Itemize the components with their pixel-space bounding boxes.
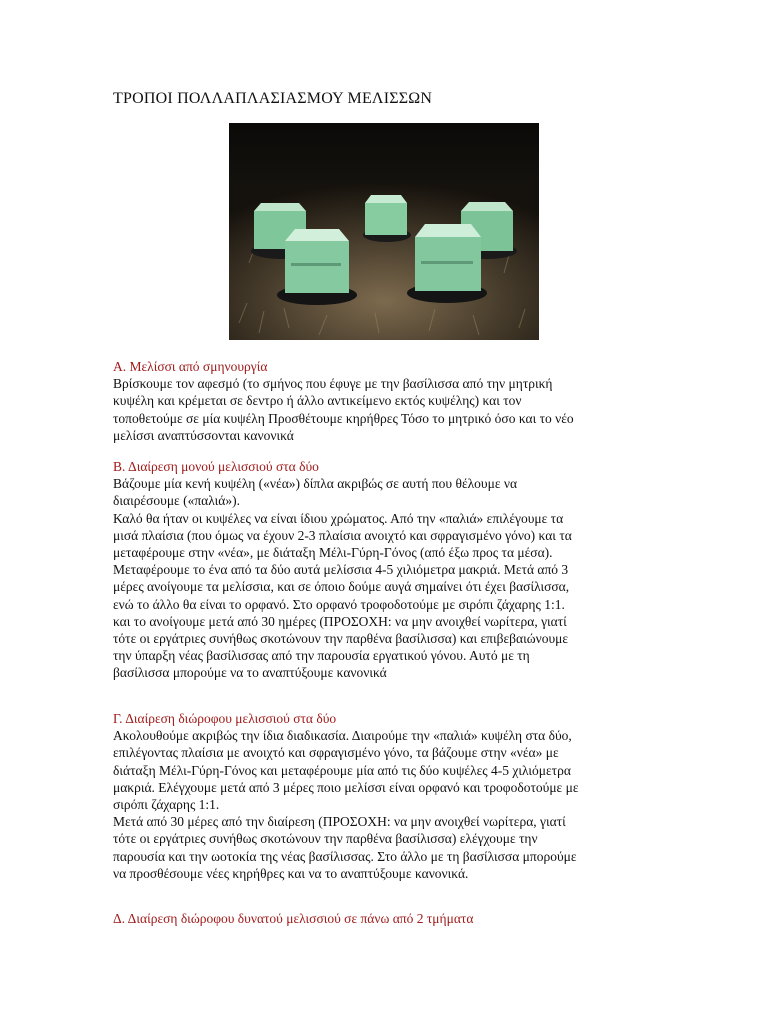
section-body: [113, 375, 661, 444]
body-line: μεταφέρουμε στην «νέα», με διάταξη Μέλι-Γύρη-Γόνος (από έξω προς τα μέσα).: [113, 545, 553, 561]
body-line: μελίσσι αναπτύσσονται κανονικά: [113, 427, 294, 443]
document-title: ΤΡΟΠΟΙ ΠΟΛΛΑΠΛΑΣΙΑΣΜΟΥ ΜΕΛΙΣΣΩΝ: [113, 90, 433, 107]
body-line: μισά πλαίσια (που όμως να έχουν 2-3 πλαίσια ανοιχτό και σφραγισμένο γόνο) και τα: [113, 527, 572, 543]
body-line: επιλέγοντας πλαίσια με ανοιχτό και σφραγισμένο γόνο, τα βάζουμε στην «νέα» με: [113, 745, 559, 761]
body-line: διαιρέσουμε («παλιά»).: [113, 493, 240, 509]
body-line: τότε οι εργάτριες συνήθως σκοτώνουν την παρθένα βασίλισσα) ελέγχουμε την: [113, 831, 538, 847]
body-line: μακριά. Ελέγχουμε μετά από 3 μέρες ποιο μελίσσι είναι ορφανό και τροφοδοτούμε με: [113, 779, 579, 795]
body-line: παρουσία και την ωοτοκία της νέας βασίλισσας. Στο άλλο με τη βασίλισσα μπορούμε: [113, 848, 577, 864]
body-line: μέρες ανοίγουμε τα μελίσσια, και σε όποιο δούμε αυγά σημαίνει ότι έχει βασίλισσα,: [113, 579, 570, 595]
body-line: κυψέλη και κρέμεται σε δεντρο ή άλλο αντικείμενο εκτός κυψέλης) και τον: [113, 393, 522, 409]
body-line: Βάζουμε μία κενή κυψέλη («νέα») δίπλα ακριβώς σε αυτή που θέλουμε να: [113, 476, 518, 492]
body-line: και το ανοίγουμε μετά από 30 ημέρες (ΠΡΟΣΟΧΗ: να μην ανοιχθεί νωρίτερα, γιατί: [113, 613, 567, 629]
body-line: σιρόπι ζάχαρης 1:1.: [113, 797, 220, 813]
body-line: τότε οι εργάτριες συνήθως σκοτώνουν την παρθένα βασίλισσα) και επιβεβαιώνουμε: [113, 631, 569, 647]
section-strong-split: [113, 910, 661, 927]
beehives-photo: [229, 123, 539, 340]
body-line: την ύπαρξη νέας βασίλισσας από την παρουσία εργατικού γόνου. Αυτό με τη: [113, 648, 530, 664]
section-heading: Γ. Διαίρεση διώροφου μελισσιού στα δύο: [113, 711, 337, 726]
section-single-split: [113, 458, 661, 682]
section-heading: Β. Διαίρεση μονού μελισσιού στα δύο: [113, 459, 319, 474]
section-swarm: [113, 358, 661, 444]
body-line: Μεταφέρουμε το ένα από τα δύο αυτά μελίσσια 4-5 χιλιόμετρα μακριά. Μετά από 3: [113, 562, 569, 578]
section-body: [113, 727, 661, 882]
body-line: Καλό θα ήταν οι κυψέλες να είναι ίδιου χρώματος. Από την «παλιά» επιλέγουμε τα: [113, 510, 564, 526]
body-line: ενώ το άλλο θα είναι το ορφανό. Στο ορφανό τροφοδοτούμε με σιρόπι ζάχαρης 1:1.: [113, 596, 565, 612]
section-double-split: [113, 710, 661, 882]
body-line: διάταξη Μέλι-Γύρη-Γόνος και μεταφέρουμε μία από τις δύο κυψέλες 4-5 χιλιόμετρα: [113, 762, 571, 778]
body-line: Βρίσκουμε τον αφεσμό (το σμήνος που έφυγε με την βασίλισσα από την μητρική: [113, 376, 553, 392]
body-line: Μετά από 30 μέρες από την διαίρεση (ΠΡΟΣΟΧΗ: να μην ανοιχθεί νωρίτερα, γιατί: [113, 814, 566, 830]
body-line: να προσθέσουμε νέες κηρήθρες και να το αναπτύξουμε κανονικά.: [113, 865, 469, 881]
body-line: τοποθετούμε σε μία κυψέλη Προσθέτουμε κηρήθρες Τόσο το μητρικό όσο και το νέο: [113, 410, 574, 426]
body-line: Ακολουθούμε ακριβώς την ίδια διαδικασία. Διαιρούμε την «παλιά» κυψέλη στα δύο,: [113, 728, 572, 744]
section-heading: Α. Μελίσσι από σμηνουργία: [113, 359, 268, 374]
body-line: βασίλισσα μπορούμε να το αναπτύξουμε κανονικά: [113, 665, 387, 681]
section-heading: Δ. Διαίρεση διώροφου δυνατού μελισσιού σε πάνω από 2 τμήματα: [113, 911, 474, 926]
section-body: [113, 475, 661, 681]
